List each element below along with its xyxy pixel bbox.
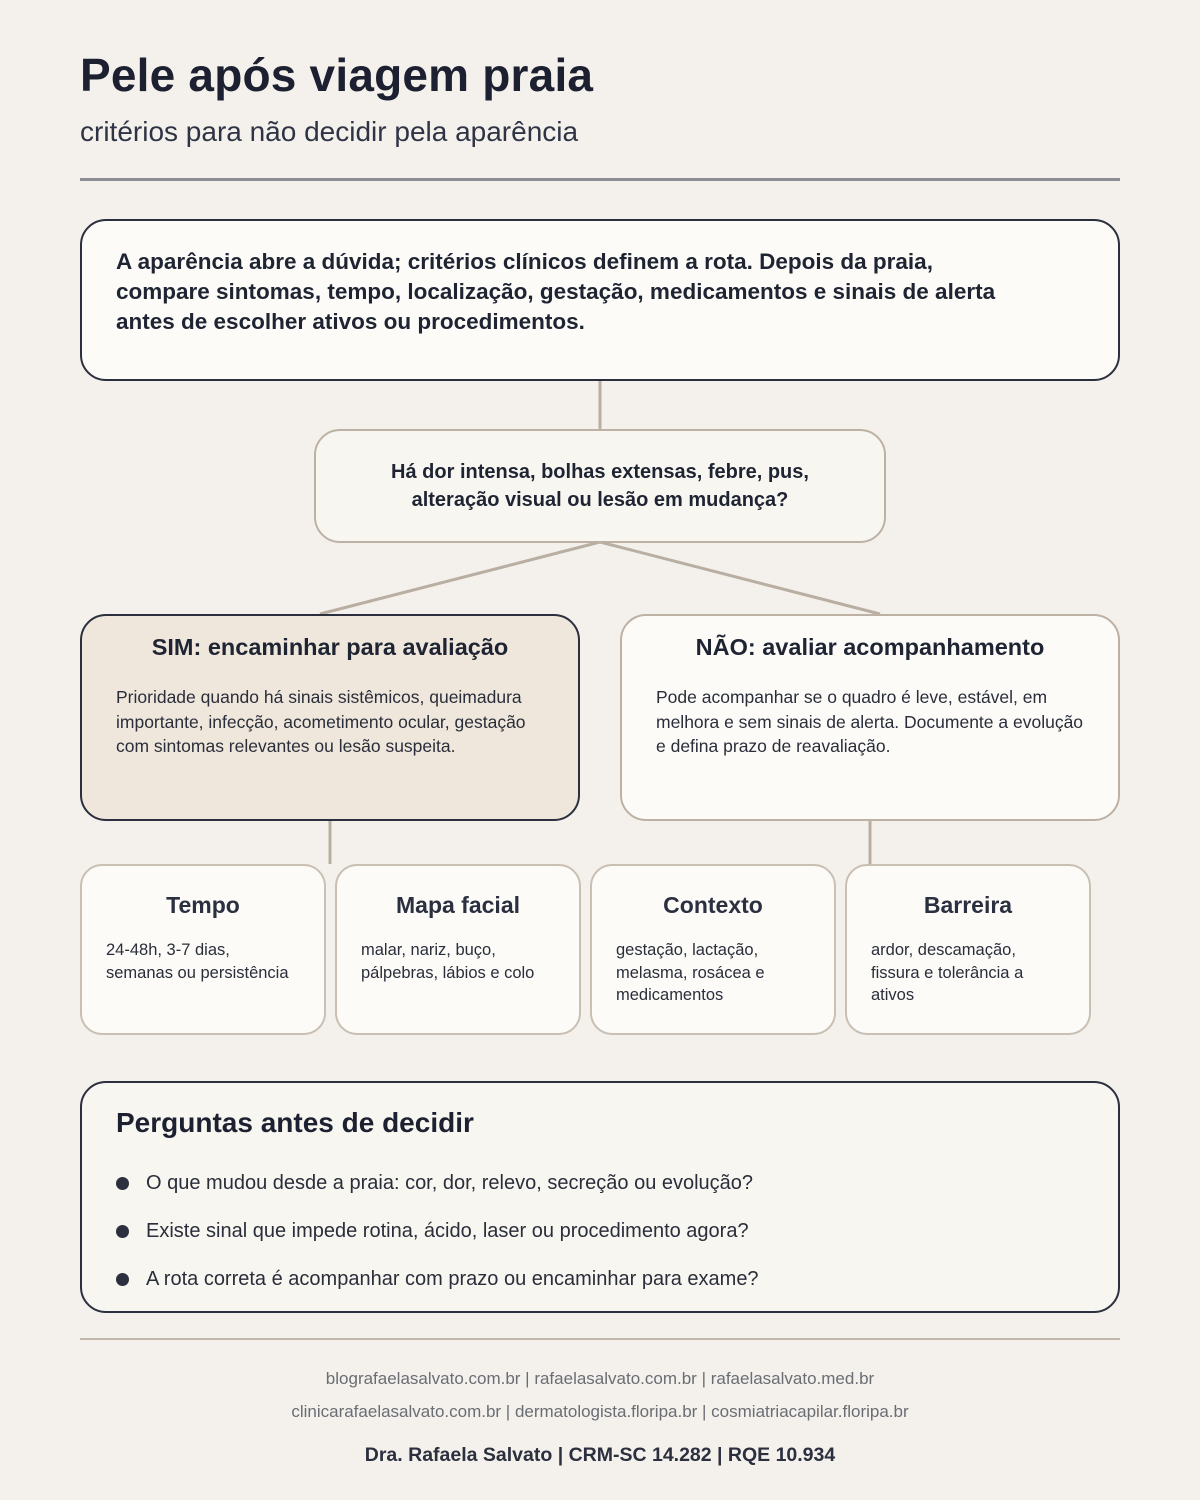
criterion-title: Mapa facial <box>396 892 520 918</box>
footer-divider <box>80 1338 1120 1340</box>
footer-sites-line-1: blografaelasalvato.com.br | rafaelasalvato.com.br | rafaelasalvato.med.br <box>325 1369 875 1388</box>
question-item <box>116 1207 1084 1255</box>
yes-branch-title: SIM: encaminhar para avaliação <box>151 634 509 660</box>
criterion-title: Tempo <box>166 892 240 918</box>
criterion-body: 24-48h, 3-7 dias, semanas ou persistência <box>106 941 289 982</box>
questions-heading: Perguntas antes de decidir <box>116 1107 474 1138</box>
bullet-icon <box>116 1177 129 1190</box>
intro-text: A aparência abre a dúvida; critérios clínicos definem a rota. Depois da praia, compare sintomas, tempo, localização, gestação, medicamentos e sinais de alerta antes de escolher ativos ou procedimentos. <box>116 249 996 334</box>
question-item-text: Existe sinal que impede rotina, ácido, laser ou procedimento agora? <box>146 1219 749 1242</box>
connector-question-no <box>600 542 880 614</box>
criterion-body: ardor, descamação, fissura e tolerância a ativos <box>871 941 1024 1004</box>
intro-box <box>80 219 1120 381</box>
bullet-icon <box>116 1273 129 1286</box>
footer-credit: Dra. Rafaela Salvato | CRM-SC 14.282 | RQE 10.934 <box>364 1444 836 1466</box>
yes-branch-body: Prioridade quando há sinais sistêmicos, queimadura importante, infecção, acometimento ocular, gestação com sintomas relevantes ou lesão suspeita. <box>116 687 526 756</box>
no-branch-body: Pode acompanhar se o quadro é leve, estável, em melhora e sem sinais de alerta. Documente a evolução e defina prazo de reavaliação. <box>656 687 1084 756</box>
header-divider <box>80 178 1120 181</box>
criterion-card-tempo <box>80 864 326 1035</box>
page-subtitle: critérios para não decidir pela aparência <box>80 116 579 147</box>
questions-box <box>80 1081 1120 1313</box>
footer-sites-line-2: clinicarafaelasalvato.com.br | dermatologista.floripa.br | cosmiatriacapilar.floripa.br <box>291 1402 909 1421</box>
criterion-body: gestação, lactação, melasma, rosácea e medicamentos <box>616 941 765 1004</box>
yes-branch-box <box>80 614 580 821</box>
criterion-card-barreira <box>845 864 1091 1035</box>
decision-question-box <box>314 429 886 543</box>
bullet-icon <box>116 1225 129 1238</box>
criterion-body: malar, nariz, buço, pálpebras, lábios e colo <box>361 941 535 982</box>
criterion-card-mapa-facial <box>335 864 581 1035</box>
question-item-text: A rota correta é acompanhar com prazo ou encaminhar para exame? <box>146 1267 759 1290</box>
no-branch-title: NÃO: avaliar acompanhamento <box>695 634 1045 660</box>
question-item <box>116 1255 1084 1303</box>
decision-question-text: Há dor intensa, bolhas extensas, febre, pus, alteração visual ou lesão em mudança? <box>391 461 809 511</box>
no-branch-box <box>620 614 1120 821</box>
criterion-title: Barreira <box>923 892 1013 918</box>
question-item <box>116 1159 1084 1207</box>
question-item-text: O que mudou desde a praia: cor, dor, relevo, secreção ou evolução? <box>146 1171 754 1194</box>
criterion-card-contexto <box>590 864 836 1035</box>
connector-question-yes <box>320 542 600 614</box>
page-title: Pele após viagem praia <box>80 49 594 101</box>
criterion-title: Contexto <box>663 892 763 918</box>
